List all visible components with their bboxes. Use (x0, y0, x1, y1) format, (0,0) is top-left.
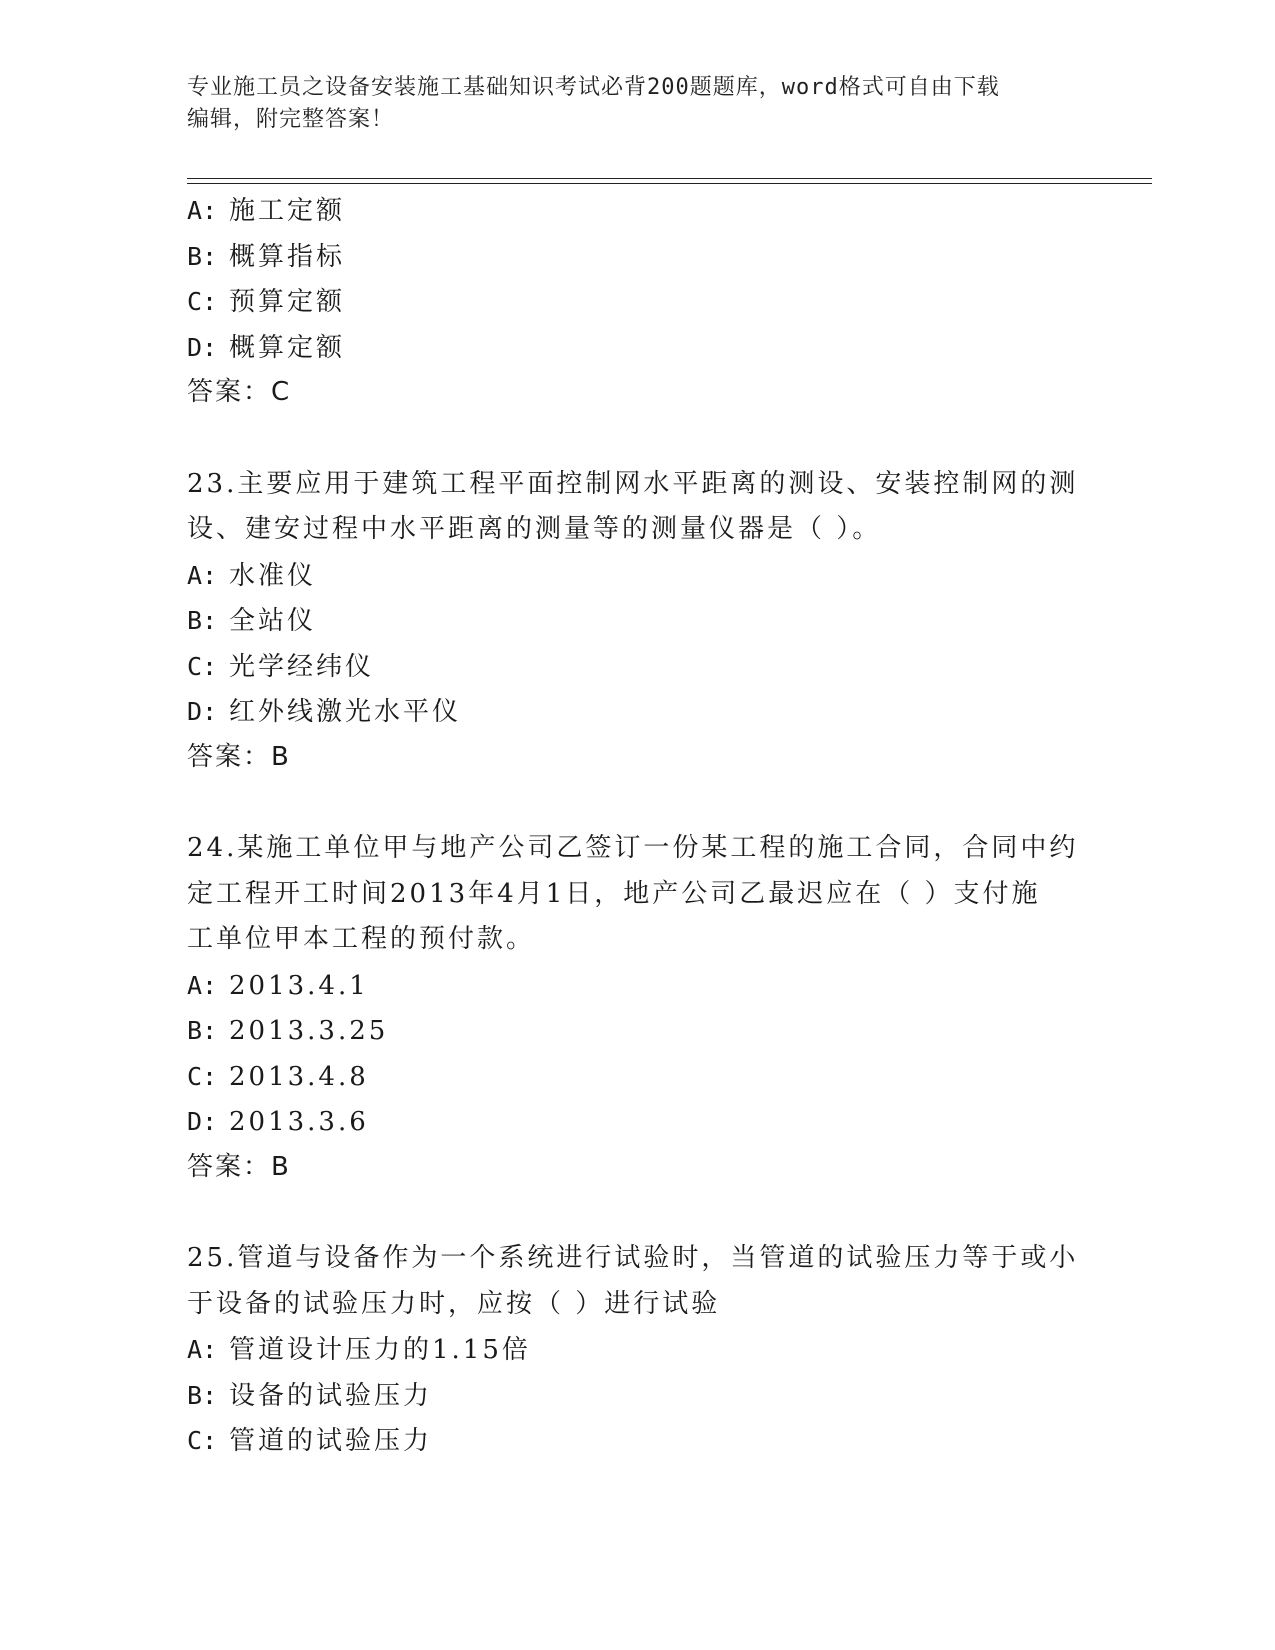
spacer (187, 1190, 1087, 1236)
answer-line: 答案：B (187, 741, 291, 772)
question-text-line: 设、建安过程中水平距离的测量等的测量仪器是（ ）。 (187, 514, 882, 544)
option-text: 2013.3.6 (229, 1107, 369, 1137)
header-rule-top (187, 178, 1152, 179)
option-text: 光学经纬仪 (229, 651, 375, 682)
option-b (187, 598, 1087, 644)
question-text-line: 于设备的试验压力时，应按（ ）进行试验 (187, 1288, 721, 1319)
option-letter: D: (187, 1107, 218, 1136)
option-a (187, 553, 1087, 599)
option-d (187, 1099, 1087, 1145)
option-c (187, 1418, 1087, 1464)
option-letter: C: (187, 1426, 218, 1455)
question-text-line: 定工程开工时间2013年4月1日，地产公司乙最迟应在（ ）支付施 (187, 878, 1041, 909)
option-letter: A: (187, 1335, 218, 1364)
option-letter: B: (187, 606, 218, 635)
option-text: 预算定额 (229, 287, 346, 317)
option-b (187, 234, 1087, 280)
option-text: 设备的试验压力 (229, 1380, 433, 1411)
option-text: 施工定额 (229, 196, 346, 226)
question-22-block (187, 188, 1087, 416)
option-letter: A: (187, 196, 218, 225)
spacer (187, 416, 1087, 462)
option-a (187, 188, 1087, 234)
question-content (187, 188, 1087, 1464)
question-text-line: 工单位甲本工程的预付款。 (187, 924, 536, 954)
option-c (187, 644, 1087, 690)
option-text: 红外线激光水平仪 (229, 697, 462, 727)
question-text-line: 23.主要应用于建筑工程平面控制网水平距离的测设、安装控制网的测 (187, 468, 1079, 499)
option-letter: D: (187, 697, 218, 726)
question-24-block (187, 826, 1087, 1190)
option-text: 概算指标 (229, 241, 346, 272)
option-b (187, 1373, 1087, 1419)
option-letter: D: (187, 332, 218, 362)
option-d (187, 325, 1087, 371)
option-letter: A: (187, 970, 218, 1000)
option-text: 全站仪 (229, 606, 317, 636)
option-letter: A: (187, 560, 218, 590)
header-line-2: 编辑，附完整答案！ (187, 107, 395, 132)
option-letter: C: (187, 287, 218, 316)
question-text-line: 25.管道与设备作为一个系统进行试验时，当管道的试验压力等于或小 (187, 1243, 1079, 1273)
option-text: 概算定额 (229, 332, 346, 363)
spacer (187, 780, 1087, 826)
option-text: 2013.4.1 (229, 970, 369, 1001)
option-letter: B: (187, 1016, 218, 1045)
option-letter: B: (187, 241, 218, 271)
option-text: 水准仪 (229, 560, 317, 591)
option-b (187, 1008, 1087, 1054)
option-c (187, 279, 1087, 325)
question-text-line: 24.某施工单位甲与地产公司乙签订一份某工程的施工合同，合同中约 (187, 833, 1079, 863)
question-23-block (187, 462, 1087, 781)
option-text: 2013.3.25 (229, 1016, 389, 1046)
question-25-block (187, 1236, 1087, 1464)
option-a (187, 1327, 1087, 1373)
option-text: 管道设计压力的1.15倍 (229, 1335, 531, 1365)
option-letter: C: (187, 651, 218, 681)
document-header (187, 72, 1067, 136)
option-text: 2013.4.8 (229, 1061, 369, 1092)
option-letter: B: (187, 1380, 218, 1410)
answer-line: 答案：C (187, 377, 292, 407)
header-line-1: 专业施工员之设备安装施工基础知识考试必背200题题库，word格式可自由下载 (187, 75, 1000, 100)
option-c (187, 1054, 1087, 1100)
option-text: 管道的试验压力 (229, 1426, 433, 1456)
option-letter: C: (187, 1061, 218, 1091)
header-rule-bottom (187, 183, 1152, 184)
option-d (187, 689, 1087, 735)
option-a (187, 963, 1087, 1009)
answer-line: 答案：B (187, 1151, 291, 1182)
